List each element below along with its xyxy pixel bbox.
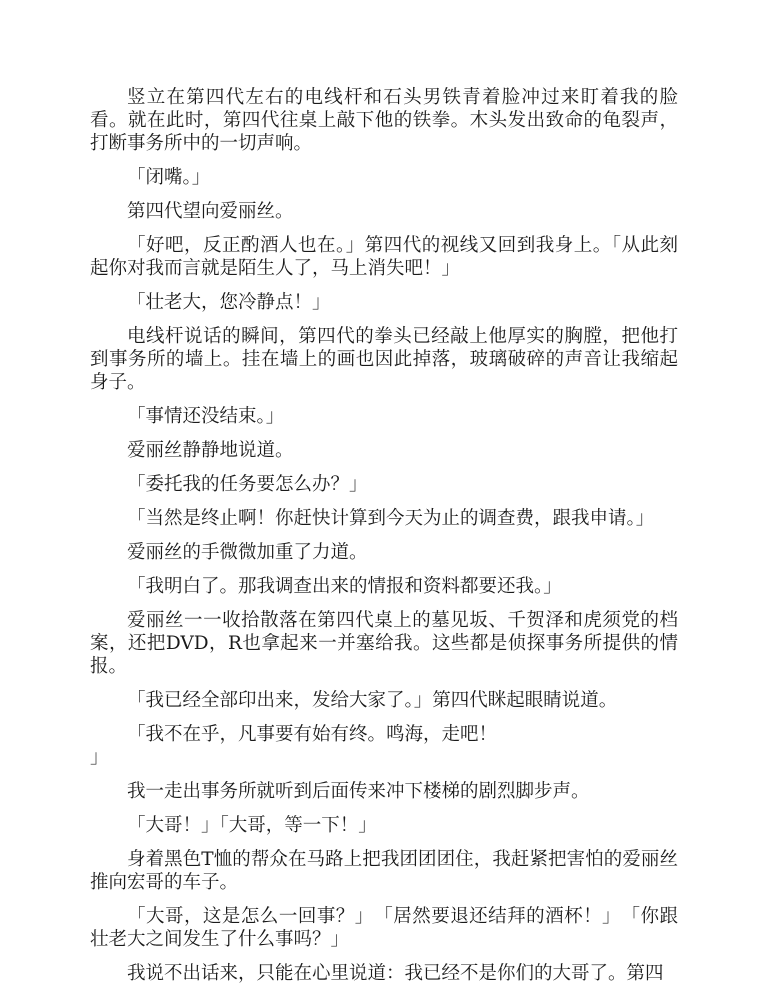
paragraph: 「我明白了。那我调查出来的情报和资料都要还我。」 [127,576,562,597]
paragraph: 我一走出事务所就听到后面传来冲下楼梯的剧烈脚步声。 [127,781,590,802]
paragraph: 爱丽丝一一收拾散落在第四代桌上的墓见坂、千贺泽和虎须党的档案，还把DVD，R也拿起来一并塞给我。这些都是侦探事务所提供的情报。 [90,610,678,677]
paragraph: 爱丽丝静静地说道。 [127,440,294,461]
document-page [90,86,678,996]
paragraph: 「我不在乎，凡事要有始有终。鸣海，走吧！ 」 [90,724,498,768]
paragraph: 「好吧，反正酌酒人也在。」第四代的视线又回到我身上。「从此刻起你对我而言就是陌生人了，马上消失吧！」 [90,235,678,279]
paragraph: 爱丽丝的手微微加重了力道。 [127,542,368,563]
paragraph: 「大哥，这是怎么一回事？」 「居然要退还结拜的酒杯！」 「你跟壮老大之间发生了什么事吗？」 [90,906,678,950]
paragraph: 电线杆说话的瞬间，第四代的拳头已经敲上他厚实的胸膛，把他打到事务所的墙上。挂在墙上的画也因此掉落，玻璃破碎的声音让我缩起身子。 [90,326,678,393]
paragraph: 第四代望向爱丽丝。 [127,201,294,222]
paragraph: 「委托我的任务要怎么办？」 [127,474,368,495]
paragraph: 「闭嘴。」 [127,167,211,188]
paragraph: 身着黑色T恤的帮众在马路上把我团团团住，我赶紧把害怕的爱丽丝推向宏哥的车子。 [90,849,678,893]
paragraph: 「壮老大，您冷静点！」 [127,292,331,313]
paragraph: 我说不出话来，只能在心里说道：我已经不是你们的大哥了。第四 [127,963,664,984]
paragraph: 「当然是终止啊！你赶快计算到今天为止的调查费，跟我申请。」 [127,508,655,529]
paragraph: 「我已经全部印出来，发给大家了。」第四代眯起眼睛说道。 [127,690,618,711]
paragraph: 「大哥！」「大哥，等一下！」 [127,815,377,836]
paragraph: 「事情还没结束。」 [127,406,285,427]
paragraph: 竖立在第四代左右的电线杆和石头男铁青着脸冲过来盯着我的脸看。就在此时，第四代往桌上敲下他的铁拳。木头发出致命的龟裂声，打断事务所中的一切声响。 [90,87,678,154]
